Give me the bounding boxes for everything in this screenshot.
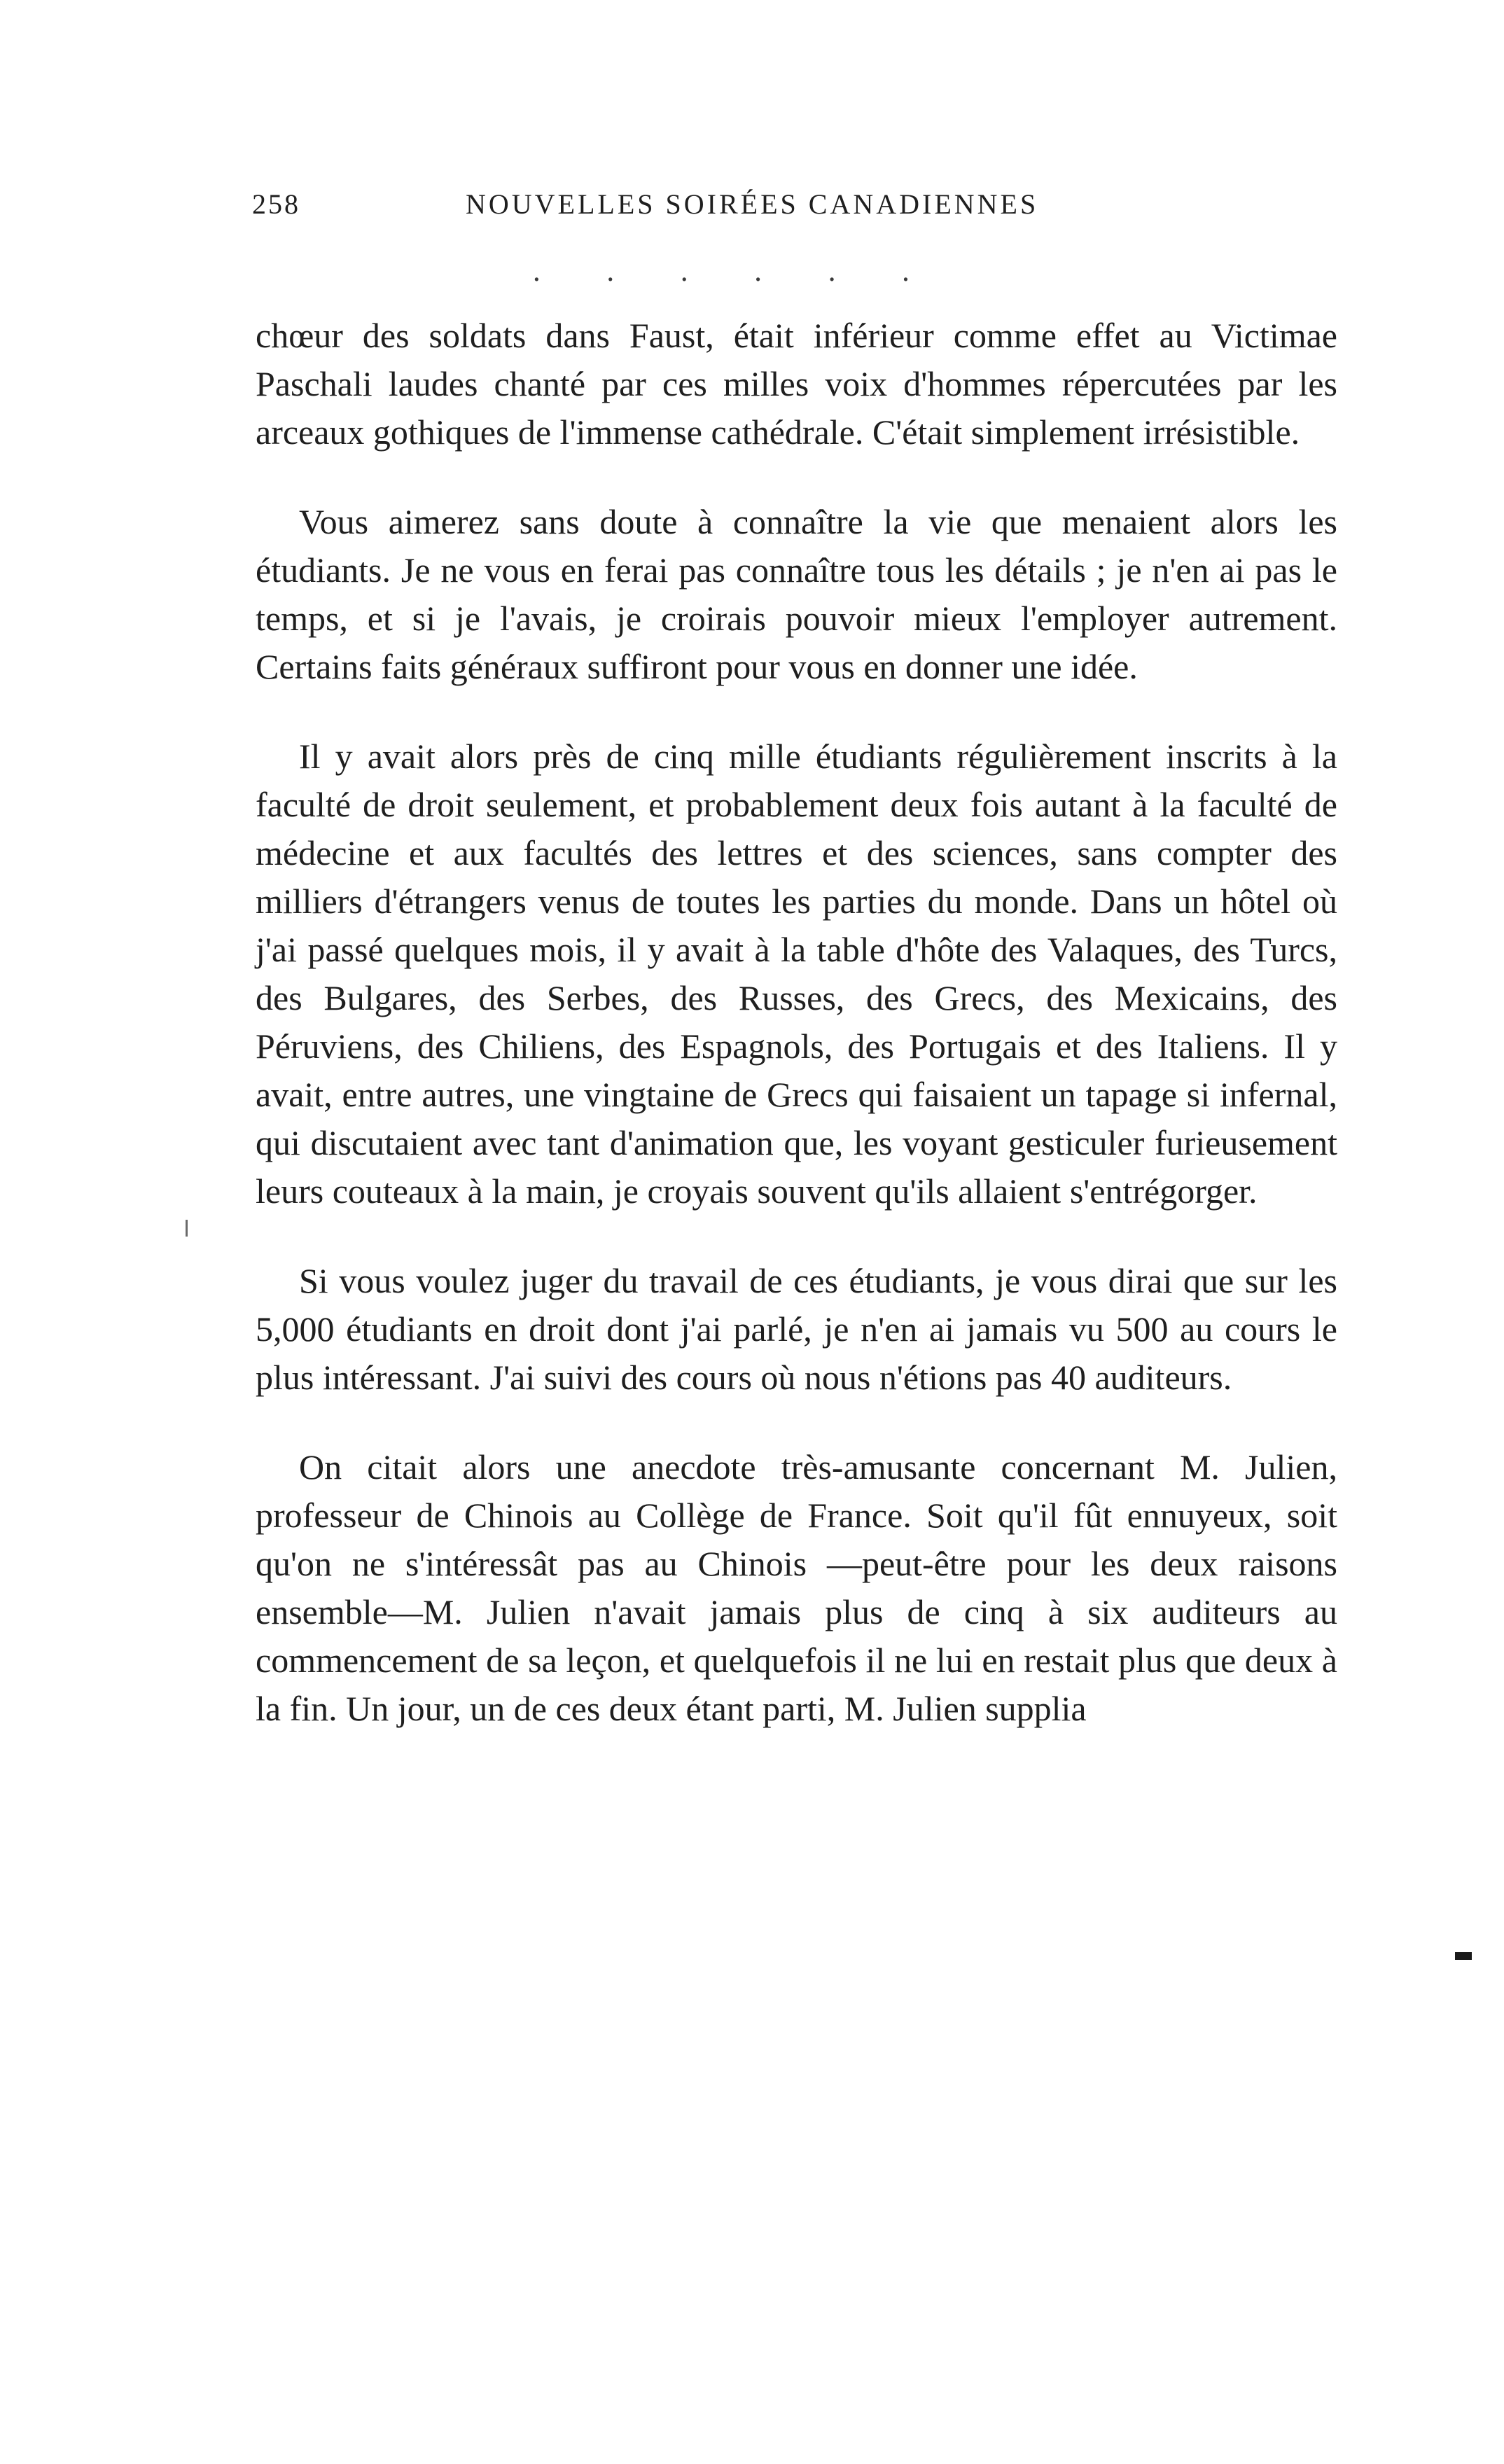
ornament-dots: . . . . . .: [532, 256, 938, 288]
body-text: [256, 312, 1337, 1774]
paragraph: On citait alors une anecdote très-amusante concernant M. Julien, professeur de Chinois au Collège de France. Soit qu'il fût ennuyeux, soit qu'on ne s'intéressât pas au Chinois —peut-être pour les deux raisons ensemble—M. Julien n'avait jamais plus de cinq à six auditeurs au commencement de sa leçon, et quelquefois il ne lui en restait plus que deux à la fin. Un jour, un de ces deux étant parti, M. Julien supplia: [256, 1447, 1337, 1728]
header-title: NOUVELLES SOIRÉES CANADIENNES: [466, 188, 1039, 220]
paragraph: chœur des soldats dans Faust, était inférieur comme effet au Victimae Paschali laudes chanté par ces milles voix d'hommes répercutées par les arceaux gothiques de l'immense cathédrale. C'était simplement irrésistible.: [256, 316, 1337, 452]
paragraph: Si vous voulez juger du travail de ces étudiants, je vous dirai que sur les 5,000 étudiants en droit dont j'ai parlé, je n'en ai jamais vu 500 au cours le plus intéressant. J'ai suivi des cours où nous n'étions pas 40 auditeurs.: [256, 1261, 1337, 1397]
paragraph: Il y avait alors près de cinq mille étudiants régulièrement inscrits à la faculté de droit seulement, et probablement deux fois autant à la faculté de médecine et aux facultés des lettres et des sciences, sans compter des milliers d'étrangers venus de toutes les parties du monde. Dans un hôtel où j'ai passé quelques mois, il y avait à la table d'hôte des Valaques, des Turcs, des Bulgares, des Serbes, des Russes, des Grecs, des Mexicains, des Péruviens, des Chiliens, des Espagnols, des Portugais et des Italiens. Il y avait, entre autres, une vingtaine de Grecs qui faisaient un tapage si infernal, qui discutaient avec tant d'animation que, les voyant gesticuler furieusement leurs couteaux à la main, je croyais souvent qu'ils allaient s'entrégorger.: [256, 737, 1337, 1211]
margin-mark: [186, 1220, 188, 1237]
page-number: 258: [252, 188, 300, 220]
running-head: [252, 188, 1330, 237]
edge-mark: [1455, 1952, 1472, 1960]
paragraph: Vous aimerez sans doute à connaître la vie que menaient alors les étudiants. Je ne vous en ferai pas connaître tous les détails ; je n'en ai pas le temps, et si je l'avais, je croirais pouvoir mieux l'employer autrement. Certains faits généraux suffiront pour vous en donner une idée.: [256, 502, 1337, 686]
